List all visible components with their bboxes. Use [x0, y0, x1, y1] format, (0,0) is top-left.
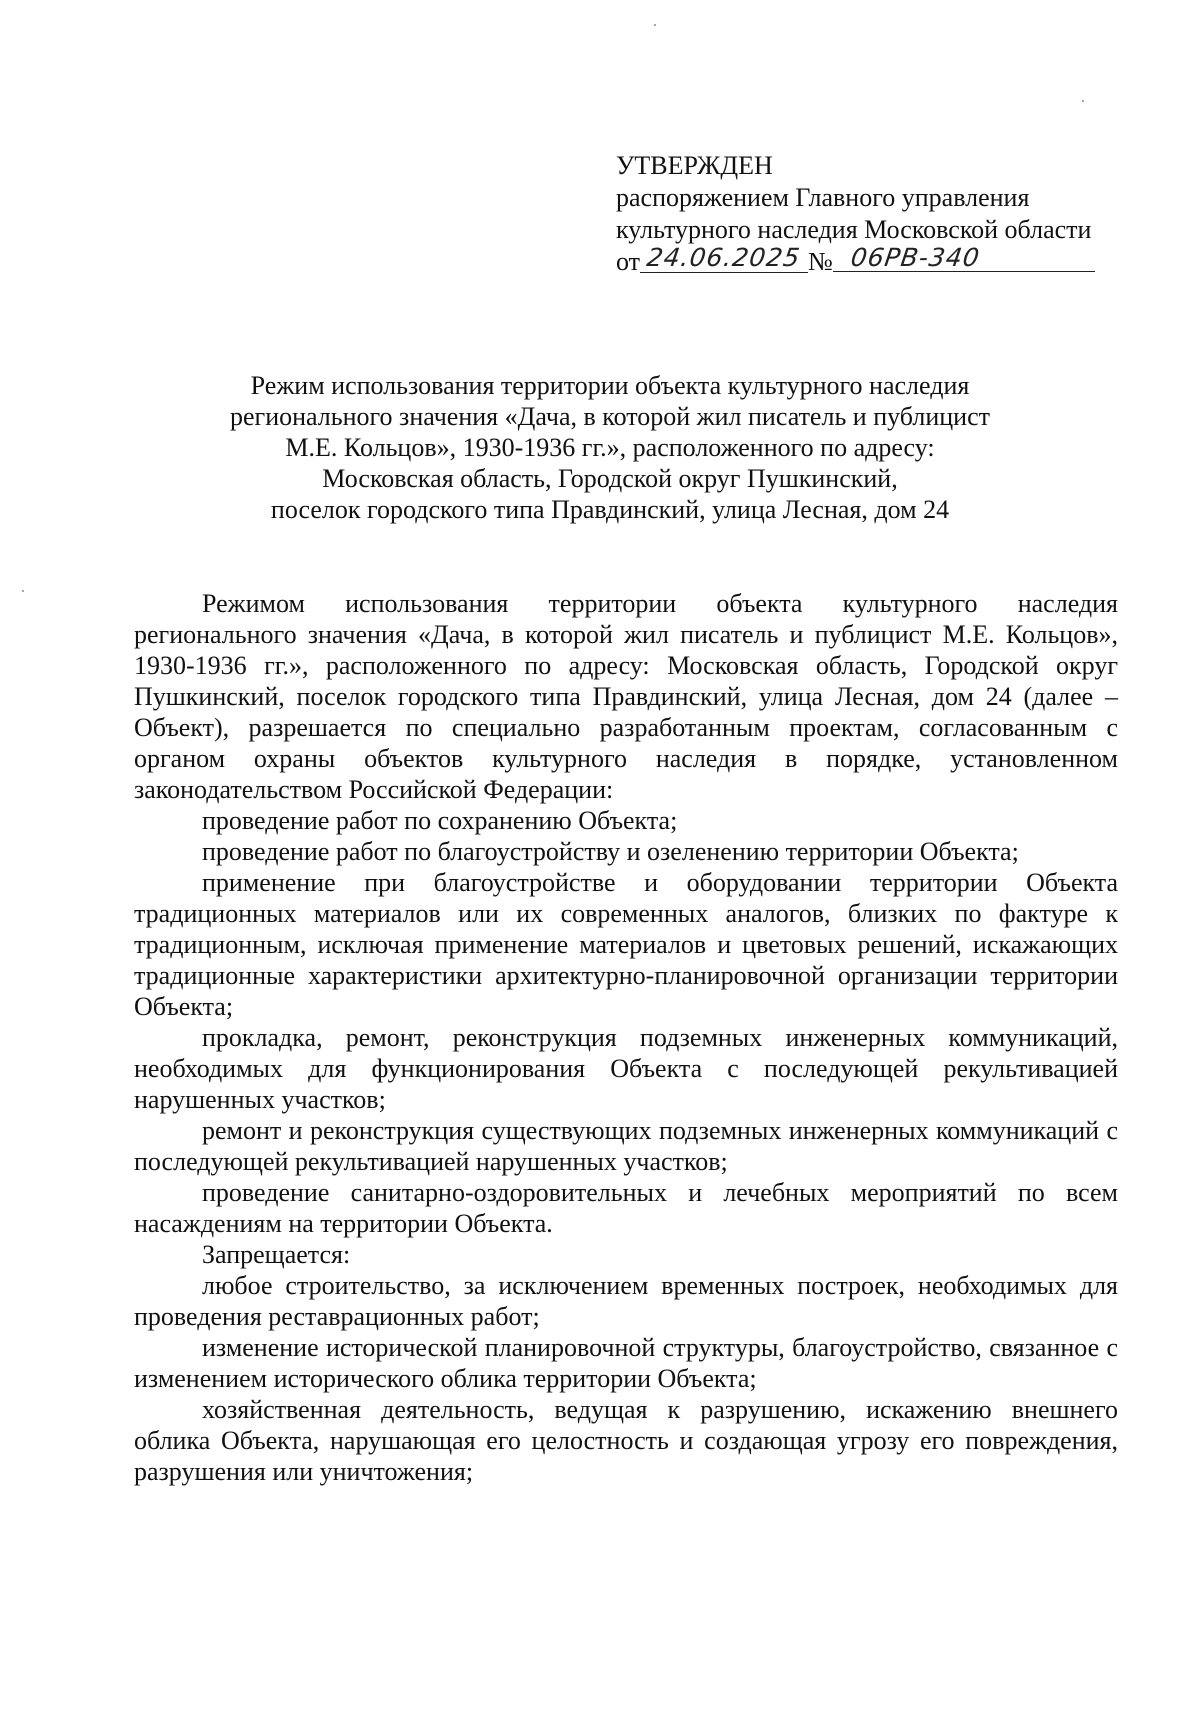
number-field — [833, 243, 1095, 272]
date-field — [640, 243, 808, 273]
title-line-4: Московская область, Городской округ Пушкинский, — [322, 464, 898, 493]
allowed-item: проведение работ по сохранению Объекта; — [202, 806, 678, 835]
paragraph-intro: Режимом использования территории объекта культурного наследия регионального значения «Дача, в которой жил писатель и публицист М.Е. Кольцов», 1930-1936 гг.», расположенного по адресу: Московская область, Городской округ Пушкинский, поселок городского типа Правдинский, улица Лесная, дом 24 (далее – Объект), разрешается по специально разработанным проектам, согласованным с органом охраны объектов культурного наследия в порядке, установленном законодательством Российской Федерации: — [134, 589, 1118, 804]
scan-speck — [1082, 100, 1084, 102]
allowed-item: проведение санитарно-оздоровительных и лечебных мероприятий по всем насаждениям на территории Объекта. — [134, 1178, 1118, 1238]
title-line-3: М.Е. Кольцов», 1930-1936 гг.», расположенного по адресу: — [285, 433, 935, 462]
scan-speck — [22, 590, 24, 592]
prohibited-item: хозяйственная деятельность, ведущая к разрушению, искажению внешнего облика Объекта, нарушающая его целостность и создающая угрозу его повреждения, разрушения или уничтожения; — [134, 1395, 1118, 1486]
approval-title: УТВЕРЖДЕН — [616, 151, 773, 180]
title-line-2: регионального значения «Дача, в которой жил писатель и публицист — [229, 402, 990, 431]
allowed-item: прокладка, ремонт, реконструкция подземных инженерных коммуникаций, необходимых для функционирования Объекта с последующей рекультивацией нарушенных участков; — [134, 1023, 1118, 1114]
approval-line-1: распоряжением Главного управления — [616, 183, 1030, 212]
approval-date-line — [616, 243, 1116, 280]
title-line-1: Режим использования территории объекта культурного наследия — [250, 371, 970, 400]
approval-block — [616, 150, 1116, 280]
allowed-item: проведение работ по благоустройству и озеленению территории Объекта; — [202, 837, 1019, 866]
allowed-item: ремонт и реконструкция существующих подземных инженерных коммуникаций с последующей рекультивацией нарушенных участков; — [134, 1116, 1118, 1176]
scan-speck — [654, 24, 656, 26]
prohibited-heading: Запрещается: — [202, 1240, 351, 1269]
prohibited-item: изменение исторической планировочной структуры, благоустройство, связанное с изменением исторического облика территории Объекта; — [134, 1333, 1118, 1393]
handwritten-number: 06РВ-340 — [848, 243, 982, 272]
document-title — [180, 370, 1040, 525]
document-body — [134, 588, 1118, 1487]
date-prefix: от — [616, 247, 641, 276]
handwritten-date: 24.06.2025 — [645, 243, 803, 272]
prohibited-item: любое строительство, за исключением временных построек, необходимых для проведения реставрационных работ; — [134, 1271, 1118, 1331]
number-sign: № — [808, 247, 833, 276]
approval-line-2: культурного наследия Московской области — [616, 215, 1092, 244]
allowed-item: применение при благоустройстве и оборудовании территории Объекта традиционных материалов или их современных аналогов, близких по фактуре к традиционным, исключая применение материалов и цветовых решений, искажающих традиционные характеристики архитектурно-планировочной организации территории Объекта; — [134, 868, 1118, 1021]
title-line-5: поселок городского типа Правдинский, улица Лесная, дом 24 — [270, 495, 950, 524]
